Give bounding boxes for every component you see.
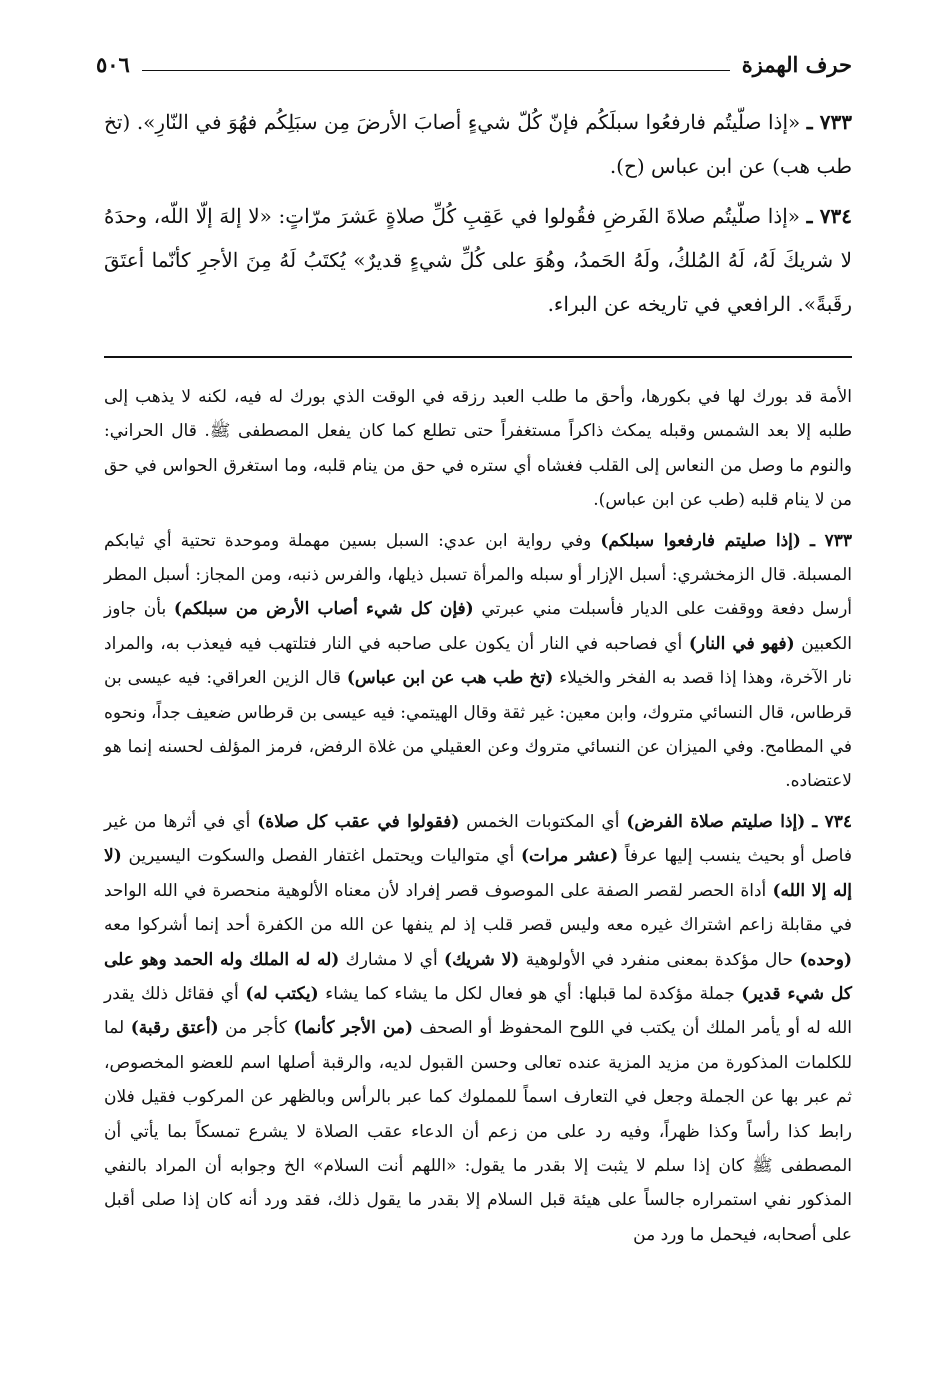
commentary-text: حال مؤكدة بمعنى منفرد في الأولوهية [519, 949, 800, 970]
quoted-phrase: (يكتب له) [245, 983, 319, 1004]
commentary-text: أي فقائل ذلك يقدر الله له أو يأمر الملك أن يكتب في اللوح المحفوظ أو الصحف [104, 983, 853, 1039]
page-header [96, 44, 852, 84]
page-number: ٥٠٦ [96, 51, 130, 77]
page-title: حرف الهمزة [741, 51, 852, 77]
quoted-phrase: (تخ طب هب عن ابن عباس) [346, 668, 554, 689]
quoted-phrase: (فهو في النار) [688, 633, 795, 654]
hadith-section [104, 100, 852, 332]
quoted-phrase: (فإن كل شيء أصاب الأرض من سبلكم) [173, 599, 474, 620]
quoted-phrase: (إذا صليتم صلاة الفرض) [626, 811, 806, 832]
commentary-text: أي متواليات ويحتمل اغتفار الفصل والسكوت اليسيرين [121, 846, 521, 867]
quoted-phrase: (لا شريك) [444, 949, 520, 970]
hadith-source: الرافعي في تاريخه عن البراء. [547, 292, 792, 316]
commentary-number: ٧٣٤ ـ [812, 811, 853, 832]
hadith-text: «إذا صلّيتُم صلاةَ الفَرضِ فقُولوا في عَقِبِ كُلِّ صلاةٍ عَشرَ مرّاتٍ: «لا إلهَ إلّا اللّه، وحدَهُ لا شريكَ لَهُ، لَهُ المُلكُ، ولَهُ الحَمدُ، وهُوَ على كُلِّ شيءٍ قديرٌ» يُكتَبُ لَهُ مِنَ الأجرِ كأنّما أعتَقَ رقَبةً». [104, 204, 852, 316]
hadith-text: «إذا صلّيتُم فارفعُوا سبلَكُم فإنّ كُلّ شيءٍ أصابَ الأرضَ مِن سبَلِكُم فهُوَ في النّارِ». [136, 110, 801, 134]
footnote-divider [104, 356, 852, 358]
quoted-phrase: (من الأجر كأنما) [293, 1018, 413, 1039]
quoted-phrase: (إذا صليتم فارفعوا سبلكم) [600, 530, 801, 551]
commentary-number: ٧٣٣ ـ [810, 530, 852, 551]
commentary-text: كأجر من [218, 1018, 294, 1039]
commentary-733 [104, 524, 852, 799]
quoted-phrase: (أعتق رقبة) [130, 1018, 219, 1039]
hadith-source: (تخ طب هب) عن ابن عباس (ح). [104, 110, 852, 178]
commentary-text: جملة مؤكدة لما قبلها: أي هو فعال لكل ما يشاء كما يشاء [318, 983, 742, 1004]
commentary-text: أي لا مشارك [339, 949, 445, 970]
commentary-text: قال الزين العراقي: فيه عيسى بن قرطاس، قال النسائي متروك، وابن معين: غير ثقة وقال الهيتمي: فيه عيسى بن قرطاس ضعيف جداً، ونحوه في المطامح. وفي الميزان عن النسائي متروك وعن العقيلي من غلاة الرفض، فرمز المؤلف لحسنه إنما هو لاعتضاده. [104, 668, 852, 792]
commentary-section [104, 380, 852, 1258]
hadith-number: ٧٣٣ ـ [806, 110, 853, 134]
commentary-text: أي المكتوبات الخمس [459, 811, 627, 832]
commentary-text: أداة الحصر لقصر الصفة على الموصوف قصر إفراد لأن معناه الألوهية منحصرة في الله الواحد في مقابلة زاعم اشتراك غيره معه وليس قصر قلب إذ لم ينفها عن الله من الكفرة أحد إنما أشركوا معه [104, 880, 852, 936]
quoted-phrase: (فقولوا في عقب كل صلاة) [257, 811, 460, 832]
commentary-text: أي فصاحبه في النار أن يكون على صاحبه في النار فتلتهب فيه فيعذب به، والمراد نار الآخرة، وهذا إذا قصد به الفخر والخيلاء [104, 633, 852, 689]
hadith-733 [104, 100, 852, 188]
commentary-text: وفي رواية ابن عدي: السبل بسين مهملة وموحدة تحتية أي ثيابكم المسبلة. قال الزمخشري: أسبل الإزار أو سبله والمرأة تسبل ذيلها، والفرس ذنبه، ومن المجاز: أسبل المطر أرسل دفعة ووقفت على الديار فأسبلت مني عبرتي [104, 530, 853, 620]
commentary-text: أي في أثرها من غير فاصل أو بحيث ينسب إليها عرفاً [104, 811, 852, 867]
quoted-phrase: (لا إله إلا الله) [104, 846, 852, 901]
hadith-number: ٧٣٤ ـ [806, 204, 852, 228]
commentary-text: لما للكلمات المذكورة من مزيد المزية عنده تعالى وحسن القبول لديه، والرقبة أصلها اسم للعضو المخصوص، ثم عبر بها عن الجملة وجعل في التعارف اسماً للمملوك كما عبر بالرأس وبالظهر عن المركوب فقيل فلان رابط كذا رأساً وكذا ظهراً، وفيه رد على من زعم أن الدعاء عقب الصلاة لا يشرع تمسكاً بما يأتي أن المصطفى ﷺ كان إذا سلم لا يثبت إلا بقدر ما يقول: «اللهم أنت السلام» الخ وجوابه أن المراد بالنفي المذكور نفي استمراره جالساً على هيئة قبل السلام إلا بقدر ما يقول ذلك، فقد ورد أنه كان إذا صلى أقبل على أصحابه، فيحمل ما ورد من [104, 1018, 852, 1245]
hadith-734 [104, 194, 852, 326]
quoted-phrase: (وحده) [799, 949, 853, 970]
header-rule [142, 70, 730, 71]
quoted-phrase: (عشر مرات) [520, 846, 619, 867]
commentary-734 [104, 805, 852, 1252]
commentary-continuation: الأمة قد بورك لها في بكورها، وأحق ما طلب العبد رزقه في الوقت الذي بورك له فيه، لكنه لا يذهب إلى طلبه إلا بعد الشمس وقبله يمكث ذاكراً مستغفراً حتى تطلع كما كان يفعل المصطفى ﷺ. قال الحراني: والنوم ما وصل من النعاس إلى القلب فغشاه أي ستره في حق من ينام قلبه، وما استغرق الحواس في حق من لا ينام قلبه (طب عن ابن عباس). [104, 387, 852, 511]
commentary-text: بأن جاوز الكعبين [104, 599, 852, 654]
quoted-phrase: (له له الملك وله الحمد وهو على كل شيء قدير) [104, 949, 853, 1004]
